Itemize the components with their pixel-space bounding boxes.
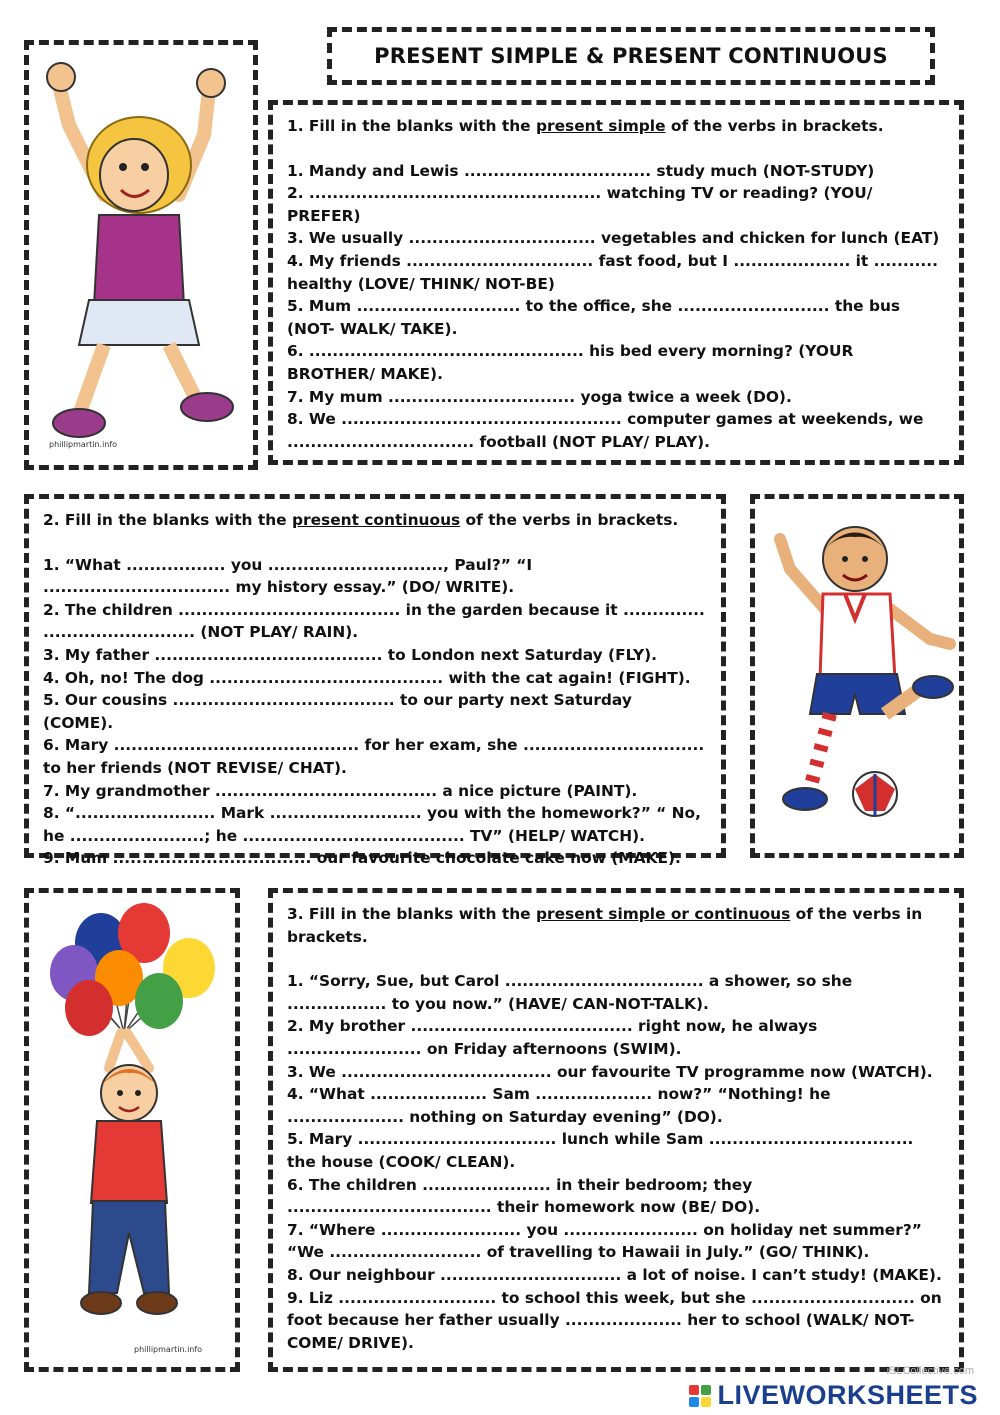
balloon-image-frame — [24, 888, 240, 1372]
girl-illustration — [29, 45, 253, 465]
balloon-credit: phillipmartin.info — [134, 1345, 203, 1354]
liveworksheets-logo-icon — [689, 1385, 711, 1407]
exercise-item: 5. Our cousins ...................................... to our party next Saturday (COME). — [43, 691, 632, 732]
islcollective-watermark: iSLCollective.com — [886, 1365, 974, 1377]
title-box — [327, 27, 935, 85]
exercise-item: 3. We .................................... our favourite TV programme now (WATCH). — [287, 1062, 933, 1081]
logo-square — [701, 1397, 711, 1407]
instruction-text: 1. Fill in the blanks with the — [287, 117, 536, 135]
logo-square — [689, 1385, 699, 1395]
instruction-underlined: present continuous — [291, 511, 461, 529]
exercise-item: 5. Mum ............................ to the office, she .......................... the bus (NOT- WALK/ TAKE). — [287, 297, 901, 338]
exercise-item: 7. My grandmother ...................................... a nice picture (PAINT). — [43, 781, 638, 800]
instruction-underlined: present simple or continuous — [535, 905, 791, 923]
exercise-3-instruction — [287, 903, 945, 948]
exercise-item: 2. .................................................. watching TV or reading? (YOU/ PREFER) — [287, 184, 873, 225]
exercise-item: 6. Mary .......................................... for her exam, she ............................... to her friends (NOT REVISE/ CHAT). — [43, 736, 705, 777]
exercise-item: 5. Mary .................................. lunch while Sam ................................... the house (COOK/ CLEAN). — [287, 1130, 914, 1171]
exercise-item: 8. “........................ Mark .......................... you with the homework?” “ No, he .......................; he ...................................... TV” (HELP/ WATCH). — [43, 804, 701, 845]
exercise-3-box — [268, 888, 964, 1372]
instruction-text: of the verbs in brackets. — [460, 511, 679, 529]
exercise-1-box — [268, 100, 964, 465]
exercise-item: 7. My mum ................................ yoga twice a week (DO). — [287, 387, 792, 406]
exercise-item: 9. Liz ........................... to school this week, but she ............................ on foot because her father usually .................... her to school (WALK/ NOT- COME/ DRIVE). — [287, 1288, 942, 1352]
instruction-text: of the verbs in brackets. — [287, 905, 923, 946]
liveworksheets-brand: LIVEWORKSHEETS — [717, 1380, 978, 1410]
exercise-item: 3. My father ....................................... to London next Saturday (FLY). — [43, 645, 658, 664]
exercise-item: 8. We ................................................ computer games at weekends, we ................................ football (NOT PLAY/ PLAY). — [287, 410, 924, 451]
exercise-item: 6. The children ...................... in their bedroom; they ................................... their homework now (BE/ DO). — [287, 1175, 761, 1217]
logo-square — [701, 1385, 711, 1395]
exercise-item: 8. Our neighbour ............................... a lot of noise. I can’t study! (MAKE). — [287, 1265, 942, 1284]
exercise-item: 4. Oh, no! The dog ........................................ with the cat again! (FIGHT). — [43, 668, 691, 687]
instruction-text: 3. Fill in the blanks with the — [287, 905, 536, 923]
exercise-item: 2. My brother ...................................... right now, he always ....................... on Friday afternoons (SWIM). — [287, 1017, 818, 1058]
exercise-item: 1. Mandy and Lewis ................................ study much (NOT-STUDY) — [287, 161, 875, 180]
instruction-underlined: present simple — [535, 117, 666, 135]
girl-credit: phillipmartin.info — [49, 440, 118, 449]
liveworksheets-watermark[interactable] — [689, 1380, 978, 1411]
balloon-boy-illustration — [29, 893, 235, 1367]
exercise-item: 9. Mum .................................. our favourite chocolate cake now (MAKE). — [43, 849, 681, 868]
footballer-illustration — [755, 499, 959, 853]
footballer-image-frame — [750, 494, 964, 858]
page-title: PRESENT SIMPLE & PRESENT CONTINUOUS — [374, 44, 888, 68]
exercise-2-instruction — [43, 509, 707, 532]
exercise-item: 3. We usually ................................ vegetables and chicken for lunch (EAT) — [287, 229, 940, 248]
exercise-item: 2. The children ...................................... in the garden because it .............. .......................... (NOT PLAY/ RAIN). — [43, 600, 705, 642]
instruction-text: 2. Fill in the blanks with the — [43, 511, 292, 529]
exercise-item: 1. “What ................. you .............................., Paul?” “I ................................ my history essay.” (DO/ WRITE). — [43, 555, 533, 597]
exercise-item: 6. ............................................... his bed every morning? (YOUR BROTHER/ MAKE). — [287, 342, 854, 383]
exercise-2-box — [24, 494, 726, 868]
exercise-item: 7. “Where ........................ you ....................... on holiday net summer?” “We .......................... of travelling to Hawaii in July.” (GO/ THINK). — [287, 1220, 922, 1262]
instruction-text: of the verbs in brackets. — [665, 117, 884, 135]
exercise-1-instruction — [287, 115, 945, 138]
girl-image-frame — [24, 40, 258, 470]
exercise-item: 1. “Sorry, Sue, but Carol .................................. a shower, so she ................. to you now.” (HAVE/ CAN-NOT-TALK). — [287, 972, 853, 1013]
logo-square — [689, 1397, 699, 1407]
exercise-item: 4. “What .................... Sam .................... now?” “Nothing! he .................... nothing on Saturday evening” (DO). — [287, 1085, 831, 1126]
exercise-item: 4. My friends ................................ fast food, but I .................... it ........... healthy (LOVE/ THINK/ NOT-BE) — [287, 251, 938, 293]
